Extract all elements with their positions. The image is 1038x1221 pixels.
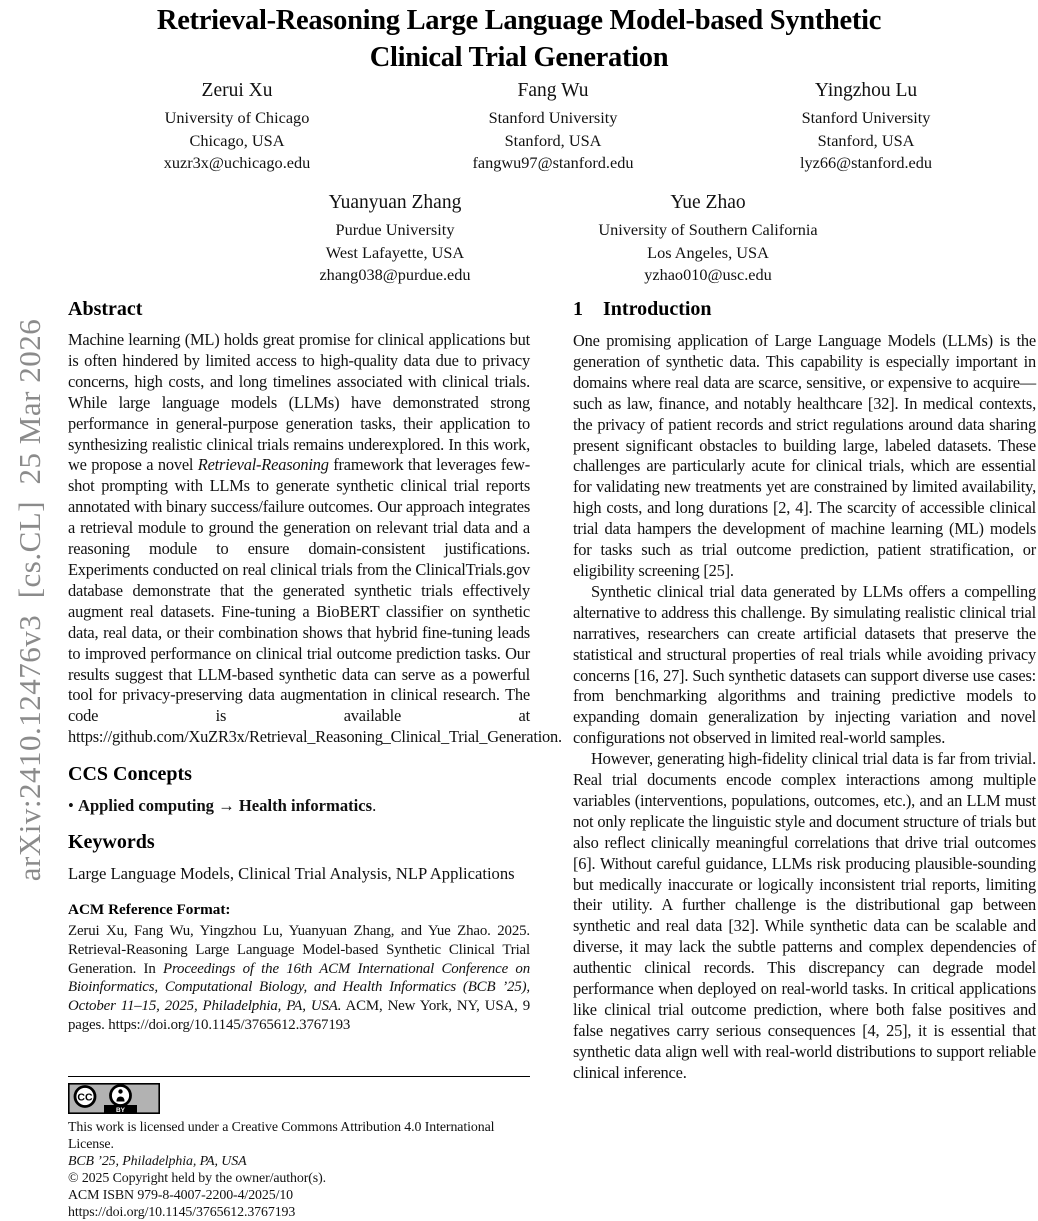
abstract-framework-name: Retrieval-Reasoning <box>197 455 329 475</box>
license-isbn: ACM ISBN 979-8-4007-2200-4/2025/10 <box>68 1188 294 1203</box>
author-block <box>87 80 387 175</box>
ccs-concept-secondary: Health informatics <box>238 796 373 816</box>
right-column <box>573 298 1036 1084</box>
introduction-paragraph: However, generating high-fidelity clinical trial data is far from trivial. Real trial documents encode complex interactions among multiple variables (interventions, populations, outcomes, etc.), and an LLM must not only replicate the linguistic style and document structure of trials but also reflect clinically meaningful correlations that drive trial outcomes [6]. Without careful guidance, LLMs risk producing plausible-sounding but medically inaccurate or logically inconsistent trial reports, limiting their utility. A further challenge is the distributional gap between synthetic and real data [32]. While synthetic data can be scalable and diverse, it may lack the subtle patterns and complex dependencies of authentic clinical records. This discrepancy can degrade model performance when deployed on real-world tasks. In critical applications like clinical trial outcome prediction, where both false positives and false negatives carry serious consequences [4, 25], it is essential that synthetic data align well with real-world distributions to support reliable clinical inference. <box>573 749 1036 1082</box>
ccs-arrow: → <box>218 796 235 816</box>
author-name: Fang Wu <box>517 80 589 101</box>
author-name: Zerui Xu <box>201 80 273 101</box>
license-block <box>68 1076 530 1221</box>
author-email[interactable]: yzhao010@usc.edu <box>644 265 772 284</box>
author-location: Stanford, USA <box>817 130 915 150</box>
author-affiliation: University of Southern California <box>598 220 818 239</box>
author-location: West Lafayette, USA <box>325 242 465 262</box>
license-copyright: © 2025 Copyright held by the owner/author(s). <box>68 1171 326 1186</box>
ccs-heading: CCS Concepts <box>68 763 192 786</box>
license-venue: BCB ’25, Philadelphia, PA, USA <box>68 1154 247 1169</box>
author-name: Yuanyuan Zhang <box>328 192 462 213</box>
keywords-heading: Keywords <box>68 831 155 854</box>
author-name: Yingzhou Lu <box>814 80 918 101</box>
paper-title-line1: Retrieval-Reasoning Large Language Model-based Synthetic <box>156 5 882 36</box>
cc-by-label: BY <box>115 1107 126 1115</box>
author-affiliation: Stanford University <box>488 108 618 127</box>
author-affiliation: University of Chicago <box>164 108 310 127</box>
author-email[interactable]: zhang038@purdue.edu <box>319 265 471 284</box>
acm-ref-text <box>68 922 530 1034</box>
author-email[interactable]: xuzr3x@uchicago.edu <box>163 153 311 172</box>
author-affiliation: Purdue University <box>335 220 455 239</box>
left-column <box>68 298 562 1034</box>
svg-text:CC: CC <box>77 1091 93 1104</box>
abstract-part2: framework that leverages few-shot prompting with LLMs to generate synthetic clinical trial reports annotated with binary success/failure outcomes. Our approach integrates a retrieval module to ground the generation on relevant trial data and a reasoning module to ensure domain-consistent justifications. Experiments conducted on real clinical trials from the ClinicalTrials.gov database demonstrate that the generated synthetic trials effectively augment real datasets. Fine-tuning a BioBERT classifier on synthetic data, real data, or their combination shows that hybrid fine-tuning leads to improved performance on clinical trial outcome prediction tasks. Our results suggest that LLM-based synthetic data can serve as a powerful tool for privacy-preserving data augmentation in clinical research. The code is available at https://github.com/XuZR3x/Retrieval_Reasoning_Clinical_Trial_Generation. <box>68 455 562 747</box>
abstract-heading: Abstract <box>68 298 143 320</box>
section-title: Introduction <box>603 298 712 320</box>
acm-ref-heading: ACM Reference Format: <box>68 901 231 919</box>
ccs-period: . <box>372 796 377 816</box>
ccs-concept-primary: Applied computing <box>77 796 214 816</box>
keywords-text: Large Language Models, Clinical Trial Analysis, NLP Applications <box>68 864 515 884</box>
author-name: Yue Zhao <box>670 192 746 213</box>
cc-by-badge-icon[interactable] <box>68 1083 160 1114</box>
author-block <box>403 80 703 175</box>
author-location: Stanford, USA <box>504 130 602 150</box>
acm-ref-part2: ACM, New York, NY, USA, 9 pages. https://doi.org/10.1145/3765612.3767193 <box>68 997 530 1033</box>
author-location: Los Angeles, USA <box>647 242 769 262</box>
author-affiliation: Stanford University <box>801 108 931 127</box>
author-location: Chicago, USA <box>189 130 285 150</box>
paper-title <box>0 2 1038 76</box>
author-email[interactable]: lyz66@stanford.edu <box>799 153 933 172</box>
footnote-rule <box>68 1076 530 1077</box>
section-number: 1 <box>573 298 583 320</box>
introduction-heading <box>573 298 1036 321</box>
abstract-text <box>68 330 562 748</box>
license-doi[interactable]: https://doi.org/10.1145/3765612.3767193 <box>68 1205 296 1220</box>
acm-ref-part1: Zerui Xu, Fang Wu, Yingzhou Lu, Yuanyuan Zhang, and Yue Zhao. 2025. Retrieval-Reasoning Large Language Model-based Synthetic Clinical Trial Generation. In <box>68 923 530 977</box>
introduction-paragraph: Synthetic clinical trial data generated by LLMs offers a compelling alternative to address this challenge. By simulating realistic clinical trial narratives, researchers can create artificial datasets that preserve the statistical and structural properties of real trials while avoiding privacy concerns [16, 27]. Such synthetic datasets can support diverse use cases: from benchmarking algorithms and training predictive models to expanding domain generalization by injecting variation and novel configurations not observed in limited real-world samples. <box>573 581 1036 748</box>
author-block <box>528 192 888 287</box>
ccs-concepts <box>68 795 530 816</box>
author-block <box>245 192 545 287</box>
license-statement: This work is licensed under a Creative Commons Attribution 4.0 International License. <box>68 1120 495 1152</box>
acm-ref-proceedings: Proceedings of the 16th ACM International Conference on Bioinformatics, Computational Biology, and Health Informatics (BCB ’25), October 11–15, 2025, Philadelphia, PA, USA. <box>68 960 530 1014</box>
author-block <box>716 80 1016 175</box>
introduction-paragraph: One promising application of Large Language Models (LLMs) is the generation of synthetic data. This capability is especially important in domains where real data are scarce, sensitive, or expensive to acquire—such as law, finance, and notably healthcare [32]. In medical contexts, the privacy of patient records and strict regulations around data sharing present significant obstacles to building large, labeled datasets. These challenges are particularly acute for clinical trials, which are essential for validating new treatments yet are constrained by limited availability, high costs, and long durations [2, 4]. The scarcity of accessible clinical trial data hampers the development of machine learning (ML) models for tasks such as trial outcome prediction, patient stratification, or eligibility screening [25]. <box>573 331 1036 580</box>
ccs-bullet: • <box>68 796 74 816</box>
abstract-part1: Machine learning (ML) holds great promise for clinical applications but is often hindered by limited access to high-quality data due to privacy concerns, high costs, and long timelines associated with clinical trials. While large language models (LLMs) have demonstrated strong performance in general-purpose generation tasks, their application to synthesizing realistic clinical trials remains underexplored. In this work, we propose a novel <box>68 330 530 475</box>
paper-title-line2: Clinical Trial Generation <box>369 42 669 73</box>
arxiv-watermark: arXiv:2410.12476v3 [cs.CL] 25 Mar 2026 <box>12 318 47 882</box>
author-email[interactable]: fangwu97@stanford.edu <box>472 153 634 172</box>
